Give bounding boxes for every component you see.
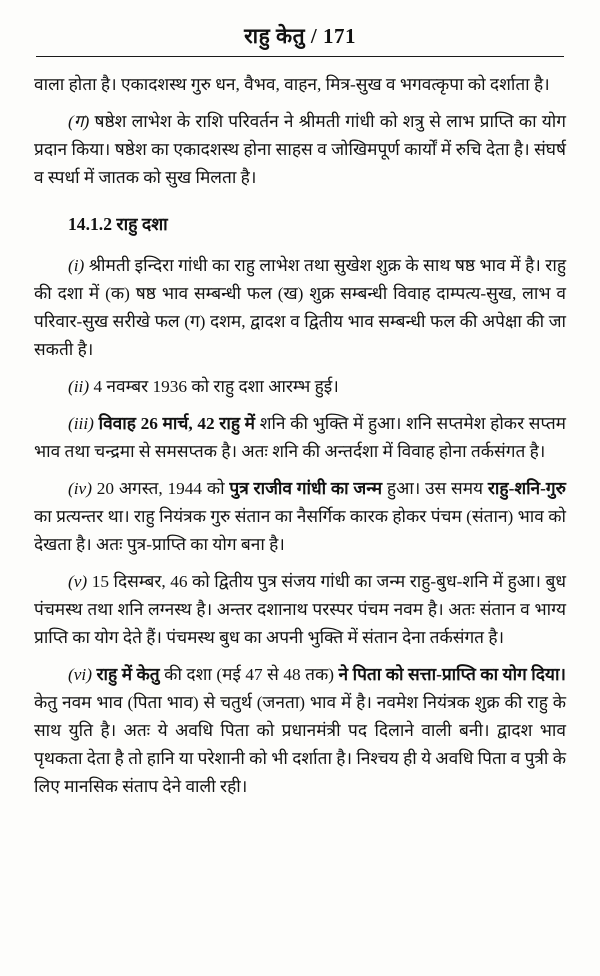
paragraph-8-bold-b: ने पिता को सत्ता-प्राप्ति का योग दिया। <box>338 664 566 684</box>
paragraph-5 <box>34 410 566 466</box>
paragraph-1-text: वाला होता है। एकादशस्थ गुरु धन, वैभव, वाहन, मित्र-सुख व भगवत्कृपा को दर्शाता है। <box>34 75 550 94</box>
page-number: 171 <box>322 24 356 48</box>
header-separator: / <box>310 24 318 48</box>
paragraph-5-text: शनि की भुक्ति में हुआ। शनि सप्तमेश होकर सप्तम भाव तथा चन्द्रमा से समसप्तक है। अतः शनि की अन्तर्दशा में विवाह होना तर्कसंगत है। <box>34 413 566 461</box>
paragraph-6 <box>34 475 566 559</box>
paragraph-4 <box>34 373 566 401</box>
paragraph-1 <box>34 71 566 99</box>
paragraph-3-text: श्रीमती इन्दिरा गांधी का राहु लाभेश तथा सुखेश शुक्र के साथ षष्ठ भाव में है। राहु की दशा में (क) षष्ठ भाव सम्बन्धी फल (ख) शुक्र सम्बन्धी विवाह दाम्पत्य-सुख, लाभ व परिवार-सुख सरीखे फल (ग) दशम, द्वादश व द्वितीय भाव सम्बन्धी फल की अपेक्षा की जा सकती है। <box>34 255 566 359</box>
page-header <box>34 22 566 50</box>
paragraph-3-marker: (i) <box>68 255 85 275</box>
page-body <box>34 71 566 801</box>
paragraph-6-text-c: का प्रत्यन्तर था। राहु नियंत्रक गुरु संतान का नैसर्गिक कारक होकर पंचम (संतान) भाव को देखता है। अतः पुत्र-प्राप्ति का योग बना है। <box>34 506 566 554</box>
paragraph-3 <box>34 252 566 364</box>
paragraph-8-marker: (vi) <box>68 664 92 684</box>
paragraph-8-text-b: केतु नवम भाव (पिता भाव) से चतुर्थ (जनता) भाव में है। नवमेश नियंत्रक शुक्र की राहु के साथ युति है। अतः ये अवधि पिता को प्रधानमंत्री पद दिलाने वाली बनी। द्वादश भाव पृथकता देता है तो हानि या परेशानी को भी दर्शाता है। निश्चय ही ये अवधि पिता व पुत्री के लिए मानसिक संताप देने वाली रही। <box>34 692 566 796</box>
paragraph-7-text: 15 दिसम्बर, 46 को द्वितीय पुत्र संजय गांधी का जन्म राहु-बुध-शनि में हुआ। बुध पंचमस्थ तथा शनि लग्नस्थ है। अन्तर दशानाथ परस्पर पंचम नवम है। अतः संतान व भाग्य प्राप्ति का योग देते हैं। पंचमस्थ बुध का अपनी भुक्ति में संतान देना तर्कसंगत है। <box>34 571 566 647</box>
paragraph-5-marker: (iii) <box>68 413 94 433</box>
header-title: राहु केतु <box>244 24 306 48</box>
paragraph-6-bold-a: पुत्र राजीव गांधी का जन्म <box>229 478 383 498</box>
paragraph-6-marker: (iv) <box>68 478 92 498</box>
paragraph-7 <box>34 568 566 652</box>
paragraph-4-marker: (ii) <box>68 376 90 396</box>
paragraph-8-text-a: की दशा (मई 47 से 48 तक) <box>164 664 335 684</box>
paragraph-5-bold: विवाह 26 मार्च, 42 राहु में <box>98 413 256 433</box>
paragraph-2-text: षष्ठेश लाभेश के राशि परिवर्तन ने श्रीमती गांधी को शत्रु से लाभ प्राप्ति का योग प्रदान किया। षष्ठेश का एकादशस्थ होना साहस व जोखिमपूर्ण कार्यों में रुचि देता है। संघर्ष व स्पर्धा में जातक को सुख मिलता है। <box>34 112 566 188</box>
paragraph-8-bold-a: राहु में केतु <box>96 664 160 684</box>
section-heading: 14.1.2 राहु दशा <box>68 214 168 235</box>
paragraph-4-text: 4 नवम्बर 1936 को राहु दशा आरम्भ हुई। <box>93 376 339 396</box>
paragraph-6-text-a: 20 अगस्त, 1944 को <box>96 478 225 498</box>
header-divider <box>36 56 564 57</box>
paragraph-6-bold-b: राहु-शनि-गुरु <box>487 478 566 498</box>
paragraph-2-marker: (ग) <box>68 112 90 132</box>
paragraph-6-text-b: हुआ। उस समय <box>386 478 484 498</box>
paragraph-7-marker: (v) <box>68 571 88 591</box>
paragraph-2 <box>34 108 566 192</box>
paragraph-8 <box>34 661 566 801</box>
